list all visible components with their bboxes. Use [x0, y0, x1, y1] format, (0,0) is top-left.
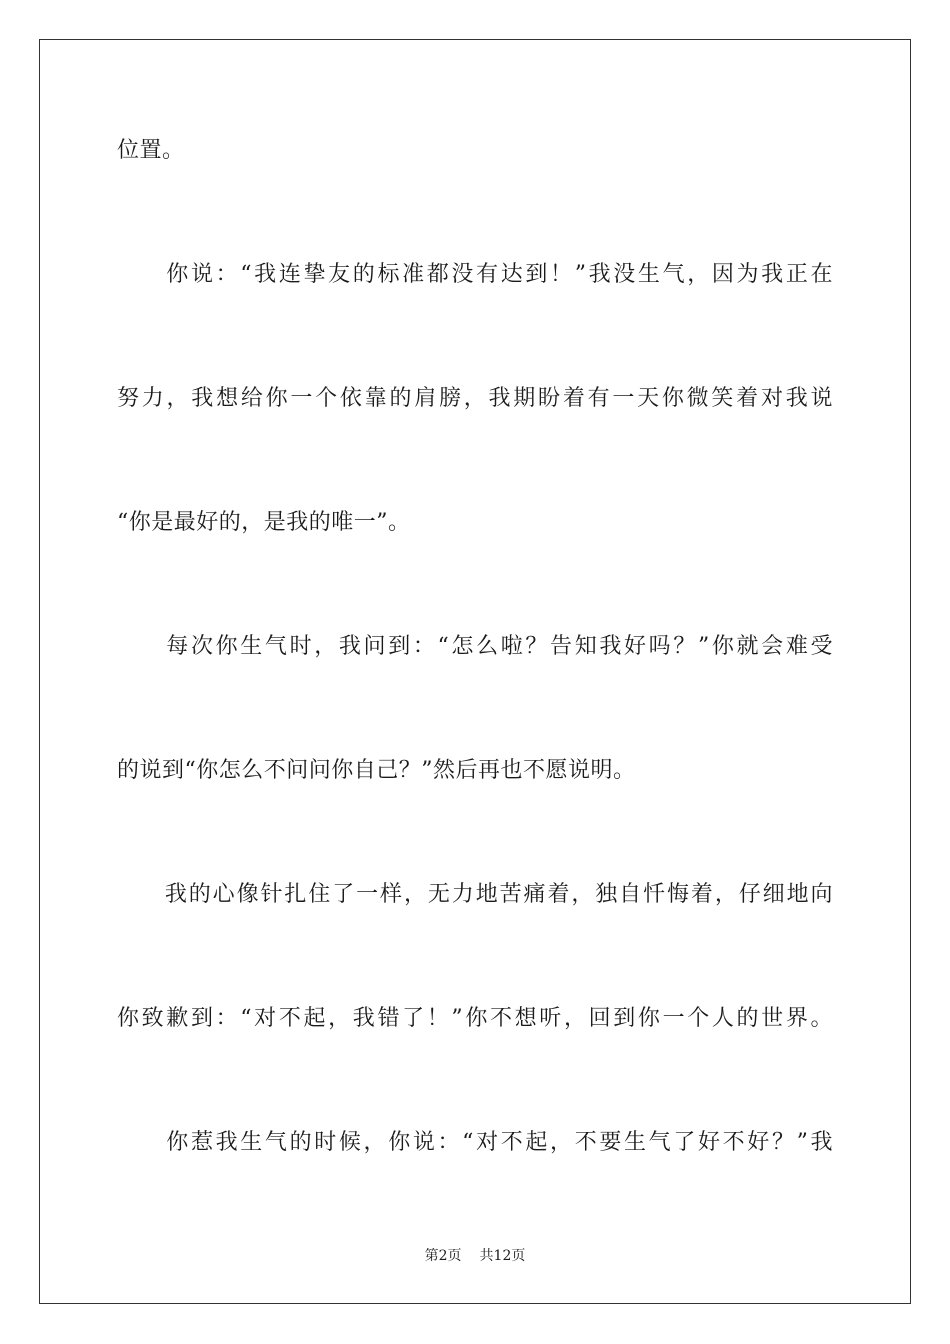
text-line: “你是最好的，是我的唯一”。: [117, 510, 411, 535]
text-line: 的说到“你怎么不问问你自己？”然后再也不愿说明。: [117, 758, 636, 783]
text-line: 你说：“我连挚友的标准都没有达到！”我没生气，因为我正在: [117, 262, 833, 287]
text-line: 努力，我想给你一个依靠的肩膀，我期盼着有一天你微笑着对我说: [117, 386, 833, 411]
text-line: 我的心像针扎住了一样，无力地苦痛着，独自忏悔着，仔细地向: [117, 882, 833, 907]
text-line: 位置。: [117, 138, 185, 163]
text-line: 每次你生气时，我问到：“怎么啦？告知我好吗？”你就会难受: [117, 634, 833, 659]
text-line: 你致歉到：“对不起，我错了！”你不想听，回到你一个人的世界。: [117, 1006, 833, 1031]
text-line: 你惹我生气的时候，你说：“对不起，不要生气了好不好？”我: [117, 1130, 833, 1155]
page-number: 第2页: [424, 1248, 462, 1264]
page-border: [39, 39, 911, 1304]
page-total: 共12页: [479, 1248, 526, 1264]
page-footer: [0, 1246, 950, 1266]
